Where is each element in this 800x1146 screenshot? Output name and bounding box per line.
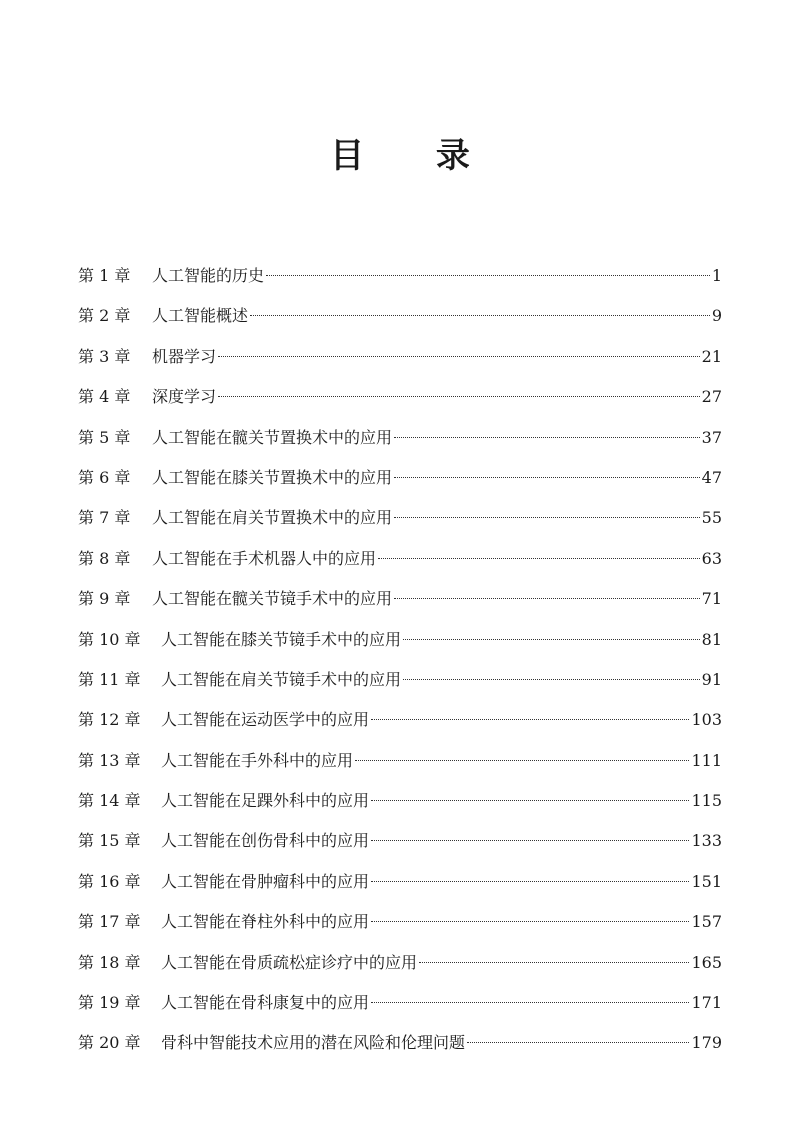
chapter-number: 第 6 章 xyxy=(78,467,131,487)
dot-leader xyxy=(394,598,700,599)
page-number: 47 xyxy=(701,467,722,487)
chapter-title: 人工智能在手术机器人中的应用 xyxy=(152,548,377,568)
toc-entry[interactable] xyxy=(78,304,722,344)
chapter-number: 第 20 章 xyxy=(78,1033,141,1053)
chapter-number: 第 17 章 xyxy=(78,912,141,932)
page-number: 71 xyxy=(701,589,722,609)
page-number: 115 xyxy=(691,791,722,811)
chapter-number: 第 7 章 xyxy=(78,508,131,528)
dot-leader xyxy=(467,1042,689,1043)
chapter-number: 第 4 章 xyxy=(78,387,131,407)
chapter-title: 机器学习 xyxy=(152,346,217,366)
chapter-title: 人工智能在髋关节置换术中的应用 xyxy=(152,427,393,447)
toc-entry[interactable] xyxy=(78,870,722,910)
dot-leader xyxy=(371,719,689,720)
page-number: 179 xyxy=(691,1033,722,1053)
chapter-title: 骨科中智能技术应用的潜在风险和伦理问题 xyxy=(161,1033,466,1053)
toc-entry[interactable] xyxy=(78,587,722,627)
chapter-number: 第 1 章 xyxy=(78,266,131,285)
page-number: 63 xyxy=(701,548,722,568)
toc-entry[interactable] xyxy=(78,991,722,1031)
chapter-title: 人工智能在脊柱外科中的应用 xyxy=(161,912,370,932)
chapter-number: 第 14 章 xyxy=(78,791,141,811)
chapter-number: 第 5 章 xyxy=(78,427,131,447)
dot-leader xyxy=(355,760,689,761)
dot-leader xyxy=(371,800,689,801)
toc-entry[interactable] xyxy=(78,506,722,546)
page-number: 21 xyxy=(701,346,722,366)
page-number: 157 xyxy=(691,912,722,932)
chapter-title: 人工智能在肩关节置换术中的应用 xyxy=(152,508,393,528)
table-of-contents xyxy=(78,264,722,1072)
page-number: 151 xyxy=(691,871,722,891)
toc-entry[interactable] xyxy=(78,264,722,304)
page-number: 55 xyxy=(701,508,722,528)
toc-entry[interactable] xyxy=(78,951,722,991)
dot-leader xyxy=(403,679,700,680)
toc-entry[interactable] xyxy=(78,345,722,385)
dot-leader xyxy=(371,921,689,922)
dot-leader xyxy=(394,437,700,438)
chapter-number: 第 11 章 xyxy=(78,669,141,689)
dot-leader xyxy=(371,1002,689,1003)
page-number: 37 xyxy=(701,427,722,447)
chapter-title: 人工智能在手外科中的应用 xyxy=(161,750,354,770)
dot-leader xyxy=(218,396,700,397)
page-title: 目 录 xyxy=(330,136,500,176)
page-number: 111 xyxy=(691,750,722,770)
page-number: 27 xyxy=(701,387,722,407)
toc-entry[interactable] xyxy=(78,466,722,506)
chapter-number: 第 18 章 xyxy=(78,952,141,972)
chapter-title: 人工智能在膝关节置换术中的应用 xyxy=(152,467,393,487)
dot-leader xyxy=(371,840,689,841)
chapter-number: 第 16 章 xyxy=(78,871,141,891)
toc-entry[interactable] xyxy=(78,829,722,869)
page-number: 91 xyxy=(701,669,722,689)
toc-entry[interactable] xyxy=(78,708,722,748)
chapter-title: 人工智能在骨肿瘤科中的应用 xyxy=(161,871,370,891)
dot-leader xyxy=(378,558,700,559)
page-number: 171 xyxy=(691,993,722,1013)
chapter-number: 第 8 章 xyxy=(78,548,131,568)
dot-leader xyxy=(250,315,710,316)
toc-entry[interactable] xyxy=(78,668,722,708)
chapter-title: 深度学习 xyxy=(152,387,217,407)
page-number: 133 xyxy=(691,831,722,851)
dot-leader xyxy=(419,962,689,963)
toc-entry[interactable] xyxy=(78,628,722,668)
chapter-number: 第 15 章 xyxy=(78,831,141,851)
chapter-title: 人工智能概述 xyxy=(152,306,249,326)
chapter-number: 第 13 章 xyxy=(78,750,141,770)
chapter-number: 第 3 章 xyxy=(78,346,131,366)
chapter-number: 第 10 章 xyxy=(78,629,141,649)
page-number: 9 xyxy=(711,306,722,326)
chapter-title: 人工智能在骨科康复中的应用 xyxy=(161,993,370,1013)
chapter-number: 第 19 章 xyxy=(78,993,141,1013)
chapter-title: 人工智能在髋关节镜手术中的应用 xyxy=(152,589,393,609)
toc-entry[interactable] xyxy=(78,910,722,950)
dot-leader xyxy=(218,356,700,357)
toc-entry[interactable] xyxy=(78,789,722,829)
toc-entry[interactable] xyxy=(78,1031,722,1071)
chapter-title: 人工智能在足踝外科中的应用 xyxy=(161,791,370,811)
chapter-title: 人工智能在运动医学中的应用 xyxy=(161,710,370,730)
chapter-title: 人工智能在创伤骨科中的应用 xyxy=(161,831,370,851)
toc-entry[interactable] xyxy=(78,749,722,789)
page-number: 1 xyxy=(711,266,722,285)
toc-entry[interactable] xyxy=(78,385,722,425)
chapter-title: 人工智能在膝关节镜手术中的应用 xyxy=(161,629,402,649)
dot-leader xyxy=(371,881,689,882)
page-number: 165 xyxy=(691,952,722,972)
page-number: 81 xyxy=(701,629,722,649)
dot-leader xyxy=(403,639,700,640)
toc-entry[interactable] xyxy=(78,547,722,587)
chapter-title: 人工智能在肩关节镜手术中的应用 xyxy=(161,669,402,689)
dot-leader xyxy=(394,477,700,478)
chapter-number: 第 12 章 xyxy=(78,710,141,730)
toc-entry[interactable] xyxy=(78,426,722,466)
chapter-title: 人工智能在骨质疏松症诊疗中的应用 xyxy=(161,952,418,972)
chapter-number: 第 2 章 xyxy=(78,306,131,326)
chapter-title: 人工智能的历史 xyxy=(152,266,265,285)
chapter-number: 第 9 章 xyxy=(78,589,131,609)
dot-leader xyxy=(266,275,710,276)
page-number: 103 xyxy=(691,710,722,730)
dot-leader xyxy=(394,517,700,518)
